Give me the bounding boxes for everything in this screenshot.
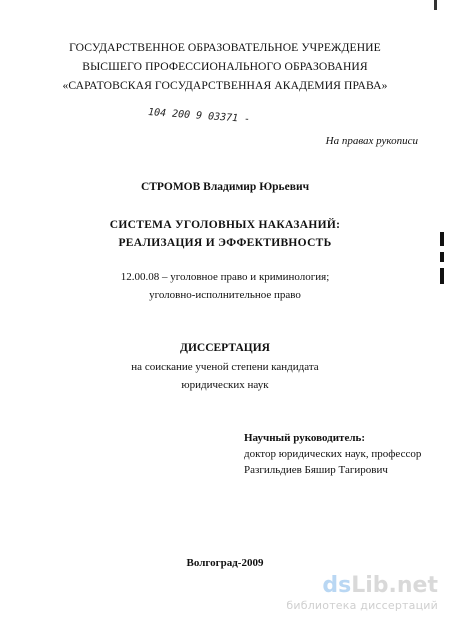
- city-year: Волгоград-2009: [186, 557, 264, 569]
- dissertation-title-line-1: СИСТЕМА УГОЛОВНЫХ НАКАЗАНИЙ:: [109, 219, 341, 231]
- supervisor-heading: Научный руководитель:: [244, 432, 365, 444]
- dslib-logo: dsLib.net: [322, 573, 438, 598]
- document-type: ДИССЕРТАЦИЯ: [180, 342, 270, 354]
- degree-line-1: на соискание ученой степени кандидата: [131, 361, 319, 373]
- scan-edge-marks: [440, 232, 444, 292]
- library-stamp-number: 104 200 9 03371 -: [147, 107, 251, 126]
- institution-line-2: ВЫСШЕГО ПРОФЕССИОНАЛЬНОГО ОБРАЗОВАНИЯ: [82, 60, 368, 73]
- dissertation-title-line-2: РЕАЛИЗАЦИЯ И ЭФФЕКТИВНОСТЬ: [118, 237, 332, 249]
- supervisor-name: Разгильдиев Бяшир Тагирович: [244, 464, 388, 476]
- supervisor-block: [244, 432, 421, 480]
- degree-line-2: юридических наук: [181, 379, 269, 391]
- specialty-line-2: уголовно-исполнительное право: [149, 289, 301, 301]
- author-name: СТРОМОВ Владимир Юрьевич: [140, 181, 310, 193]
- dslib-subtitle: библиотека диссертаций: [286, 599, 438, 612]
- institution-line-1: ГОСУДАРСТВЕННОЕ ОБРАЗОВАТЕЛЬНОЕ УЧРЕЖДЕНИЕ: [69, 41, 381, 54]
- dslib-watermark: [286, 575, 438, 612]
- manuscript-note: На правах рукописи: [325, 135, 418, 147]
- institution-line-3: «САРАТОВСКАЯ ГОСУДАРСТВЕННАЯ АКАДЕМИЯ ПРАВА»: [62, 79, 388, 92]
- specialty-line-1: 12.00.08 – уголовное право и криминология;: [120, 271, 330, 283]
- scan-corner-mark: [434, 0, 437, 10]
- supervisor-credentials: доктор юридических наук, профессор: [244, 448, 422, 460]
